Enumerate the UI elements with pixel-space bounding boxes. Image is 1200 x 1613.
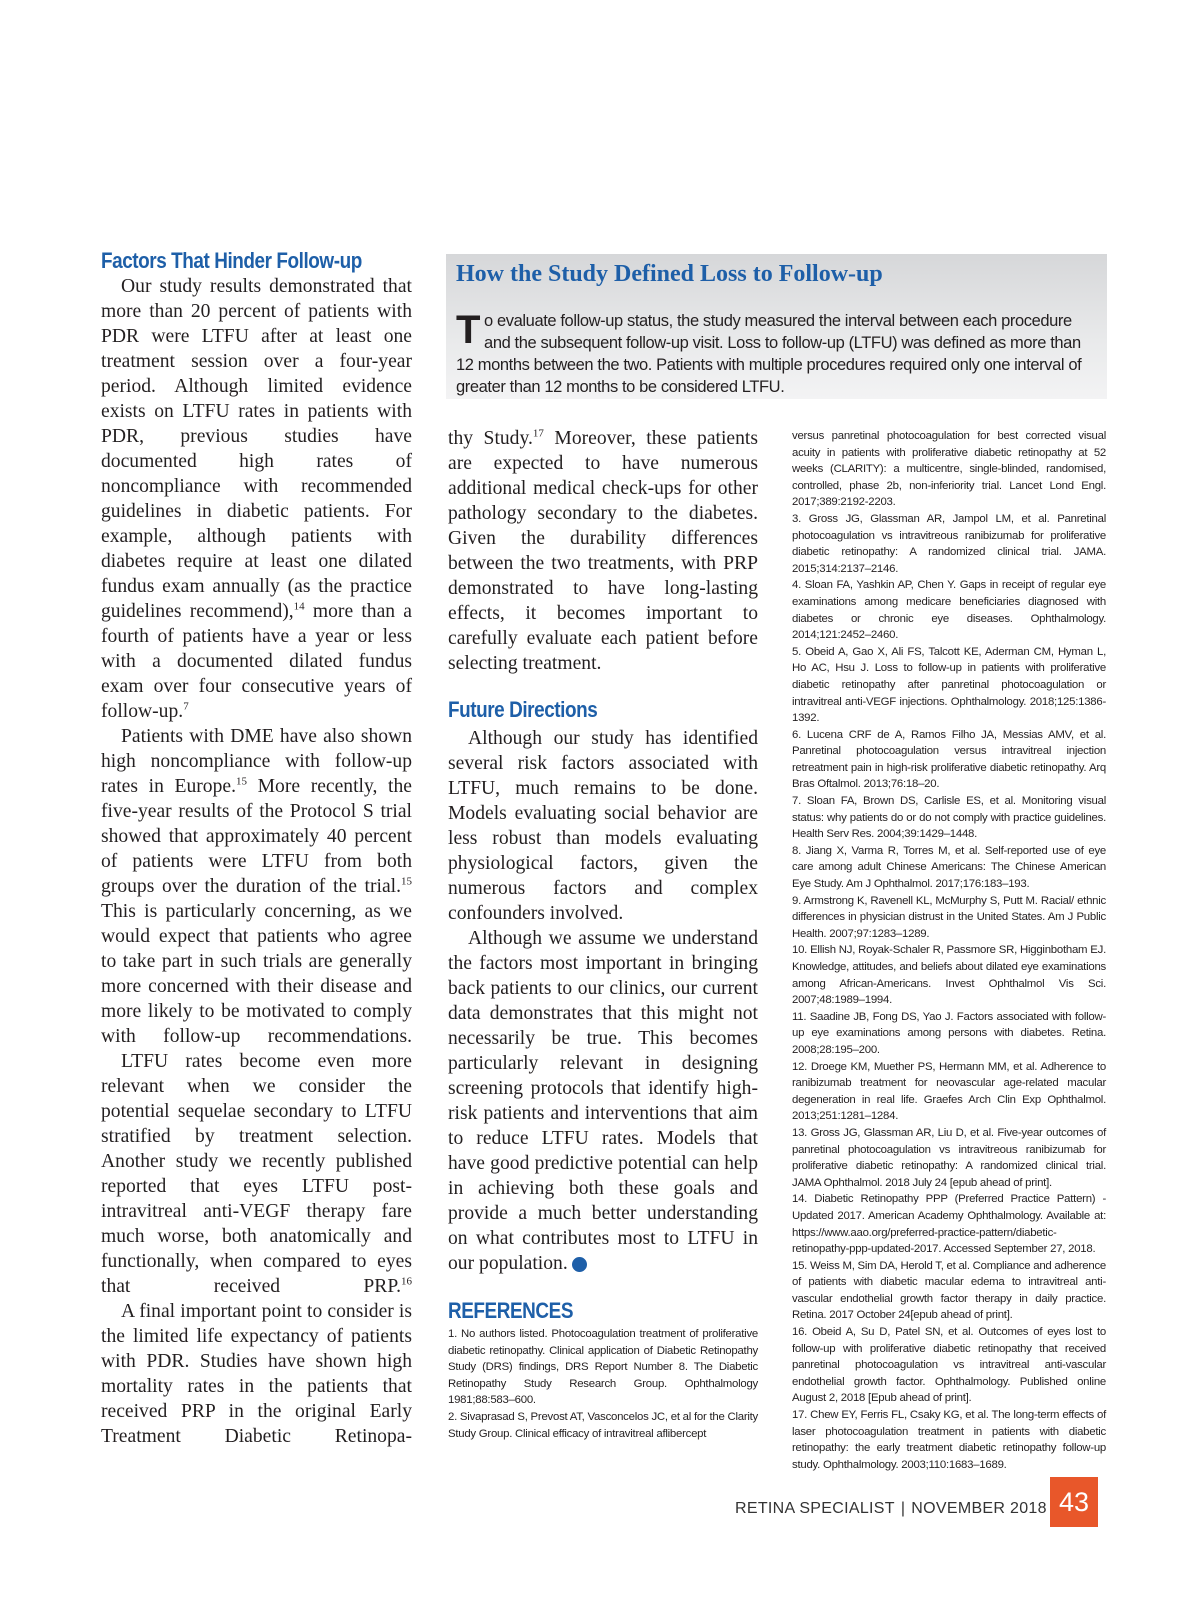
references-heading: REFERENCES xyxy=(448,1298,574,1323)
reference-item: 1. No authors listed. Photocoagulation treatment of proliferative diabetic retinopathy. Clinical application of Diabetic Retinopathy Study (DRS) findings, DRS Report Number 8. The Diabetic Retinopathy Study Research Group. Ophthalmology 1981;88:583–600. xyxy=(448,1328,758,1407)
sidebar-title: How the Study Defined Loss to Follow-up xyxy=(456,261,883,287)
section-heading-future: Future Directions xyxy=(448,697,598,722)
paragraph: thy Study.$^{17}$ Moreover, these patients are expected to have numerous additional medical check-ups for other pathology secondary to the diabetes. Given the durability differences between the two treatments, with PRP demonstrated to have long-lasting effects, it becomes important to carefully evaluate each patient before selecting treatment. xyxy=(448,427,758,674)
reference-item: 5. Obeid A, Gao X, Ali FS, Talcott KE, Aderman CM, Hyman L, Ho AC, Hsu J. Loss to follow-up in patients with proliferative diabetic retinopathy after panretinal photocoagulation or intravitreal anti-VEGF injections. Ophthalmology. 2018;125:1386-1392. xyxy=(792,645,1106,725)
references-list-continued xyxy=(792,428,1106,1473)
rs-logo-icon: RS xyxy=(572,1257,587,1272)
column-middle xyxy=(448,426,758,1442)
reference-item: 9. Armstrong K, Ravenell KL, McMurphy S, Putt M. Racial/ ethnic differences in physician distrust in the United States. Am J Public Health. 2007;97:1283–1289. xyxy=(792,894,1106,940)
reference-item: 2. Sivaprasad S, Prevost AT, Vasconcelos JC, et al for the Clarity Study Group. Clinical efficacy of intravitreal aflibercept xyxy=(448,1410,758,1440)
reference-item: 3. Gross JG, Glassman AR, Jampol LM, et al. Panretinal photocoagulation vs intravitreous ranibizumab for proliferative diabetic retinopathy: A randomized clinical trial. JAMA. 2015;314:2137–2146. xyxy=(792,512,1106,575)
reference-item: 15. Weiss M, Sim DA, Herold T, et al. Compliance and adherence of patients with diabetic macular edema to intravitreal anti-vascular endothelial growth factor therapy in daily practice. Retina. 2017 October 24[epub ahead of print]. xyxy=(792,1259,1106,1322)
reference-item: 6. Lucena CRF de A, Ramos Filho JA, Messias AMV, et al. Panretinal photocoagulation versus intravitreal injection retreatment pain in high-risk proliferative diabetic retinopathy. Arq Bras Oftalmol. 2013;76:18–20. xyxy=(792,728,1106,791)
paragraph: Patients with DME have also shown high noncompliance with follow-up rates in Europe.$^{15}$ More recently, the five-year results of the Protocol S trial showed that approximately 40 percent of patients were LTFU from both groups over the duration of the trial.$^{15}$ This is particularly concerning, as we would expect that patients who agree to take part in such trials are generally more concerned with their disease and more likely to be motivated to comply with follow-up recommendations. xyxy=(101,726,412,1047)
page-footer xyxy=(735,1494,1047,1524)
reference-item: 10. Ellish NJ, Royak-Schaler R, Passmore SR, Higginbotham EJ. Knowledge, attitudes, and beliefs about dilated eye examinations among African-Americans. Invest Ophthalmol Vis Sci. 2007;48:1989–1994. xyxy=(792,944,1106,1007)
page-number: 43 xyxy=(1050,1477,1098,1527)
reference-item: 14. Diabetic Retinopathy PPP (Preferred Practice Pattern) - Updated 2017. American Academy Ophthalmology. Available at: https://www.aao.org/preferred-practice-pattern/diabetic-retinopathy-ppp-updated-2017. Accessed September 27, 2018. xyxy=(792,1193,1106,1256)
paragraph: Although we assume we understand the factors most important in bringing back patients to our clinics, our current data demonstrates that this might not necessarily be true. This becomes particularly relevant in designing screening protocols that identify high-risk patients and interventions that aim to reduce LTFU rates. Models that have good predictive potential can help in achieving both these goals and provide a much better understanding on what contributes most to LTFU in our population. RS xyxy=(448,928,758,1274)
paragraph: LTFU rates become even more relevant when we consider the potential sequelae secondary to LTFU stratified by treatment selection. Another study we recently published reported that eyes LTFU post-intravitreal anti-VEGF therapy fare much worse, both anatomically and functionally, when compared to eyes that received PRP.$^{16}$ xyxy=(101,1051,412,1297)
paragraph: Although our study has identified several risk factors associated with LTFU, much remains to be done. Models evaluating social behavior are less robust than models evaluating physiological factors, given the numerous factors and complex confounders involved. xyxy=(448,728,758,924)
journal-name: RETINA SPECIALIST xyxy=(735,1500,895,1517)
drop-cap: T xyxy=(456,308,481,352)
reference-item: 4. Sloan FA, Yashkin AP, Chen Y. Gaps in receipt of regular eye examinations among medicare beneficiaries diagnosed with diabetes or chronic eye diseases. Ophthalmology. 2014;121:2452–2460. xyxy=(792,579,1106,642)
paragraph: Our study results demonstrated that more than 20 percent of patients with PDR were LTFU after at least one treatment session over a four-year period. Although limited evidence exists on LTFU rates in patients with PDR, previous studies have documented high rates of noncompliance with recommended guidelines in diabetic patients. For example, although patients with diabetes require at least one dilated fundus exam annually (as the practice guidelines recommend),$^{14}$ more than a fourth of patients have a year or less with a documented dilated fundus exam over four consecutive years of follow-up.$^7$ xyxy=(101,276,412,722)
column-right xyxy=(792,428,1106,1473)
issue-date: NOVEMBER 2018 xyxy=(911,1500,1047,1517)
reference-item: versus panretinal photocoagulation for best corrected visual acuity in patients with proliferative diabetic retinopathy at 52 weeks (CLARITY): a multicentre, single-blinded, randomised, controlled, phase 2b, non-inferiority trial. Lancet Lond Engl. 2017;389:2192-2203. xyxy=(792,430,1106,509)
reference-item: 12. Droege KM, Muether PS, Hermann MM, et al. Adherence to ranibizumab treatment for neovascular age-related macular degeneration in real life. Graefes Arch Clin Exp Ophthalmol. 2013;251:1281–1284. xyxy=(792,1060,1106,1123)
footer-separator: | xyxy=(900,1500,906,1517)
references-list xyxy=(448,1326,758,1442)
reference-item: 17. Chew EY, Ferris FL, Csaky KG, et al. The long-term effects of laser photocoagulation treatment in patients with diabetic retinopathy: the early treatment diabetic retinopathy follow-up study. Ophthalmology. 2003;110:1683–1689. xyxy=(792,1409,1106,1471)
sidebar-text: To evaluate follow-up status, the study measured the interval between each procedure and the subsequent follow-up visit. Loss to follow-up (LTFU) was defined as more than 12 months between the two. Patients with multiple procedures required only one interval of greater than 12 months to be considered LTFU. xyxy=(456,308,1082,396)
sidebar-box xyxy=(446,254,1107,399)
paragraph: A final important point to consider is the limited life expectancy of patients with PDR. Studies have shown high mortality rates in the patients that received PRP in the original Early Treatment Diabetic Retinopa- xyxy=(101,1301,412,1447)
section-heading-factors: Factors That Hinder Follow-up xyxy=(101,248,362,273)
reference-item: 13. Gross JG, Glassman AR, Liu D, et al. Five-year outcomes of panretinal photocoagulation vs intravitreous ranibizumab for proliferative diabetic retinopathy: A randomized clinical trial. JAMA Ophthalmol. 2018 July 24 [epub ahead of print]. xyxy=(792,1126,1106,1189)
reference-item: 11. Saadine JB, Fong DS, Yao J. Factors associated with follow-up eye examinations among persons with diabetes. Retina. 2008;28:195–200. xyxy=(792,1010,1106,1056)
reference-item: 8. Jiang X, Varma R, Torres M, et al. Self-reported use of eye care among adult Chinese Americans: The Chinese American Eye Study. Am J Ophthalmol. 2017;176:183–193. xyxy=(792,844,1106,891)
reference-item: 16. Obeid A, Su D, Patel SN, et al. Outcomes of eyes lost to follow-up with proliferative diabetic retinopathy that received panretinal photocoagulation vs intravitreal anti-vascular endothelial growth factor. Ophthalmology. Published online August 2, 2018 [Epub ahead of print]. xyxy=(792,1326,1106,1405)
column-left xyxy=(101,248,412,1449)
reference-item: 7. Sloan FA, Brown DS, Carlisle ES, et al. Monitoring visual status: why patients do or do not comply with practice guidelines. Health Serv Res. 2004;39:1429–1448. xyxy=(792,795,1106,841)
